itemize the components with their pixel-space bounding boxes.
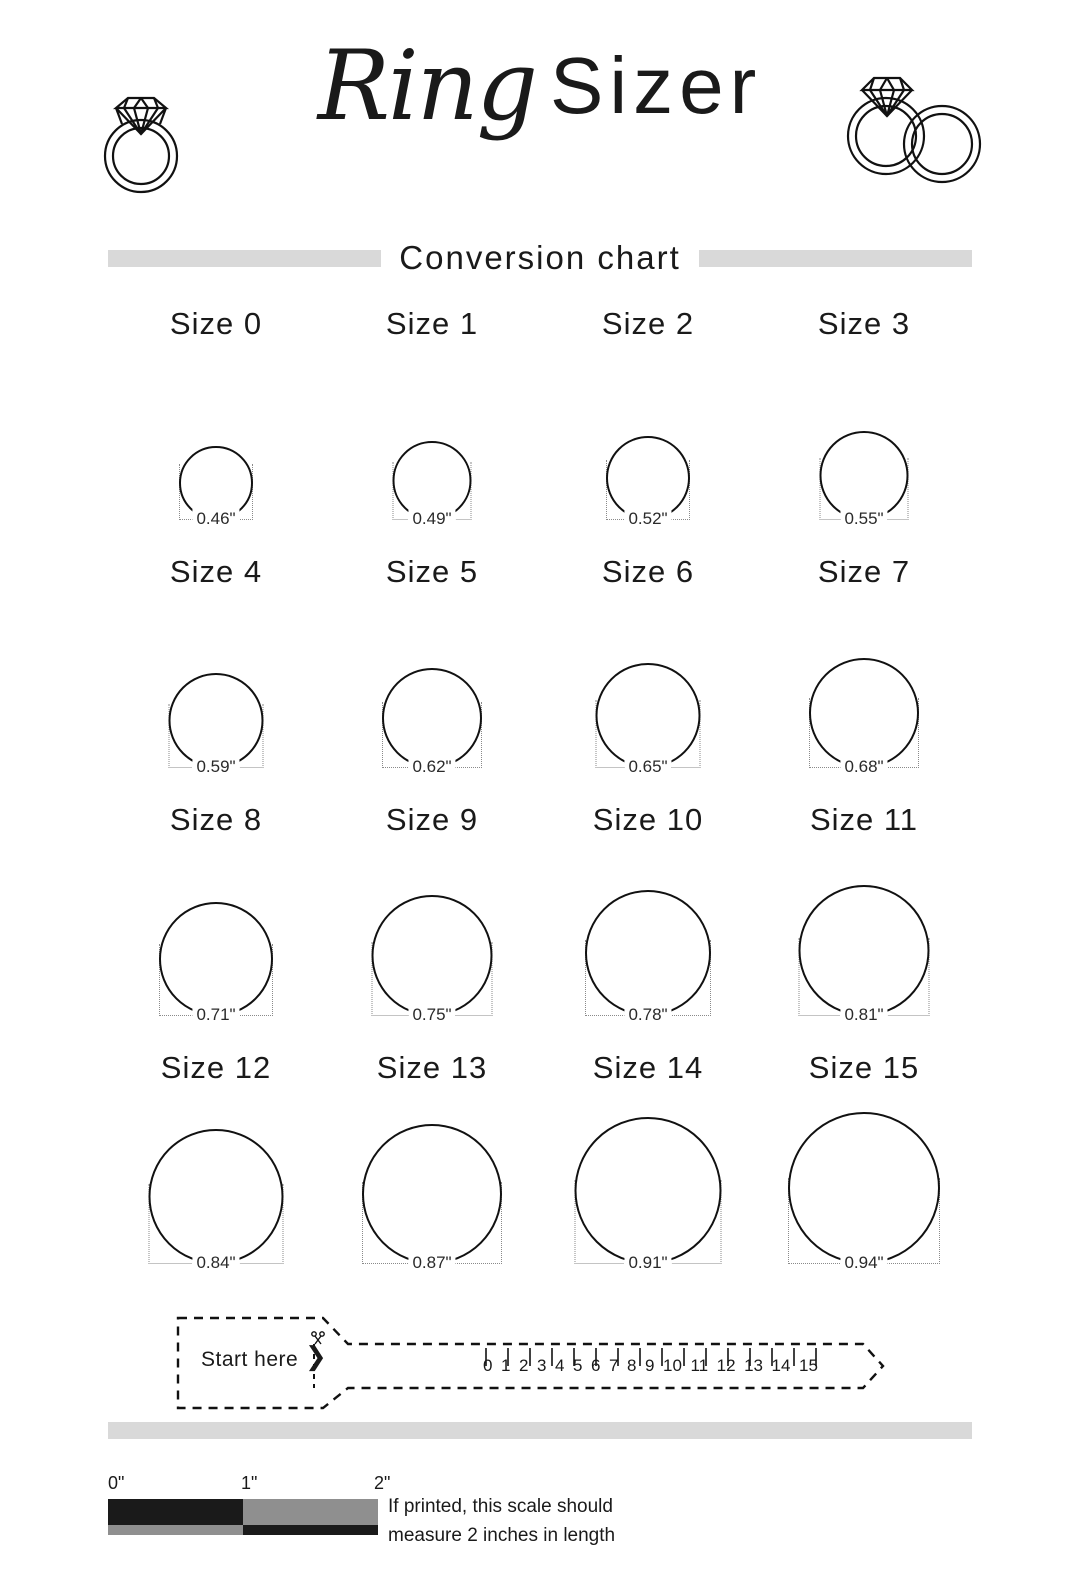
size-label: Size 14 [592, 1050, 704, 1085]
size-label: Size 11 [809, 802, 919, 837]
size-cell [324, 802, 540, 1032]
size-cell [324, 554, 540, 784]
size-label: Size 10 [592, 802, 704, 837]
scale-bar-top [108, 1499, 378, 1525]
start-here-label: Start here [201, 1348, 299, 1371]
strip-tick: 15 [799, 1356, 818, 1375]
size-diameter: 0.62" [408, 757, 455, 777]
size-label: Size 6 [601, 554, 695, 589]
size-circle [149, 1129, 284, 1264]
print-scale [0, 1473, 1080, 1583]
size-cell [756, 802, 972, 1032]
scale-note-line1: If printed, this scale should [388, 1496, 613, 1517]
size-circle [809, 658, 919, 768]
strip-tick: 1 [501, 1356, 511, 1375]
strip-tick: 8 [627, 1356, 637, 1375]
strip-tick: 5 [573, 1356, 583, 1375]
strip-tick: 4 [555, 1356, 565, 1375]
subtitle-bar-right [699, 250, 972, 267]
size-circle-zone [558, 846, 738, 1024]
size-circle-zone [342, 846, 522, 1024]
size-grid [108, 306, 972, 1280]
size-label: Size 13 [376, 1050, 488, 1085]
size-diameter: 0.65" [624, 757, 671, 777]
size-circle [585, 890, 711, 1016]
size-diameter: 0.78" [624, 1005, 671, 1025]
size-diameter: 0.91" [624, 1253, 671, 1273]
size-circle-zone [558, 350, 738, 528]
size-diameter: 0.75" [408, 1005, 455, 1025]
size-diameter: 0.52" [624, 509, 671, 529]
strip-tick: 11 [690, 1356, 709, 1375]
size-label: Size 15 [808, 1050, 920, 1085]
scale-note-line2: measure 2 inches in length [388, 1524, 616, 1546]
strip-tick: 0 [483, 1356, 493, 1375]
size-circle-zone [342, 598, 522, 776]
scale-segment-0-1-b [108, 1525, 243, 1535]
scale-label: 2" [374, 1473, 391, 1493]
size-diameter: 0.84" [192, 1253, 239, 1273]
size-circle-zone [774, 846, 954, 1024]
size-label: Size 5 [385, 554, 479, 589]
measuring-strip [108, 1304, 972, 1414]
size-label: Size 1 [385, 306, 479, 341]
strip-tick-numbers [483, 1356, 818, 1376]
size-diameter: 0.81" [840, 1005, 887, 1025]
size-circle [382, 668, 482, 768]
size-diameter: 0.55" [840, 509, 887, 529]
strip-tick: 3 [537, 1356, 547, 1375]
strip-tick: 6 [591, 1356, 601, 1375]
size-cell [540, 1050, 756, 1280]
size-circle-zone [558, 1094, 738, 1272]
size-diameter: 0.71" [192, 1005, 239, 1025]
size-cell [540, 306, 756, 536]
size-circle-zone [558, 598, 738, 776]
scale-label: 0" [108, 1473, 125, 1493]
scale-segment-1-2-b [243, 1525, 378, 1535]
size-label: Size 8 [169, 802, 263, 837]
subtitle-text: Conversion chart [399, 239, 681, 276]
size-circle-zone [126, 598, 306, 776]
size-circle-zone [126, 350, 306, 528]
size-diameter: 0.87" [408, 1253, 455, 1273]
size-circle-zone [342, 1094, 522, 1272]
size-cell [756, 1050, 972, 1280]
size-circle-zone [342, 350, 522, 528]
subtitle-bar [0, 236, 1080, 280]
size-cell [108, 802, 324, 1032]
size-label: Size 4 [169, 554, 263, 589]
size-diameter: 0.46" [192, 509, 239, 529]
scale-segment-0-1 [108, 1499, 243, 1525]
size-cell [108, 1050, 324, 1280]
strip-tick: 13 [744, 1356, 764, 1375]
scale-segment-1-2 [243, 1499, 378, 1525]
page-title-script: Ring [317, 30, 536, 142]
size-label: Size 0 [169, 306, 263, 341]
size-label: Size 9 [385, 802, 479, 837]
strip-tick: 2 [519, 1356, 529, 1375]
size-circle [159, 902, 273, 1016]
size-circle [372, 895, 493, 1016]
size-label: Size 7 [817, 554, 911, 589]
strip-tick: 10 [663, 1356, 682, 1375]
size-diameter: 0.94" [840, 1253, 887, 1273]
size-diameter: 0.68" [840, 757, 887, 777]
size-cell [756, 306, 972, 536]
strip-tick: 12 [716, 1356, 736, 1375]
size-circle [799, 885, 930, 1016]
size-cell [324, 306, 540, 536]
size-diameter: 0.59" [192, 757, 239, 777]
size-cell [108, 306, 324, 536]
size-circle [596, 663, 701, 768]
size-circle-zone [774, 1094, 954, 1272]
size-cell [540, 554, 756, 784]
size-diameter: 0.49" [408, 509, 455, 529]
size-circle-zone [774, 598, 954, 776]
size-label: Size 2 [601, 306, 695, 341]
scale-bar-bottom [108, 1525, 378, 1535]
size-label: Size 3 [817, 306, 911, 341]
size-circle-zone [126, 1094, 306, 1272]
size-circle [606, 436, 690, 520]
page-title-sans: Sizer [550, 41, 763, 130]
scale-note [388, 1493, 615, 1550]
strip-tick: 14 [771, 1356, 791, 1375]
scale-labels [108, 1473, 391, 1495]
size-cell [108, 554, 324, 784]
size-circle-zone [774, 350, 954, 528]
scale-label: 1" [241, 1473, 258, 1493]
chevron-right-icon: ❯ [305, 1342, 327, 1372]
size-cell [540, 802, 756, 1032]
size-label: Size 12 [160, 1050, 272, 1085]
size-cell [324, 1050, 540, 1280]
size-circle [575, 1117, 722, 1264]
divider-bar [108, 1422, 972, 1439]
page-header [0, 0, 1080, 230]
size-cell [756, 554, 972, 784]
size-circle-zone [126, 846, 306, 1024]
size-circle [788, 1112, 940, 1264]
subtitle-bar-left [108, 250, 381, 267]
size-circle [169, 673, 264, 768]
size-circle [362, 1124, 502, 1264]
strip-tick: 9 [645, 1356, 655, 1375]
double-ring-icon [834, 52, 994, 196]
strip-tick: 7 [609, 1356, 619, 1375]
size-circle [820, 431, 909, 520]
